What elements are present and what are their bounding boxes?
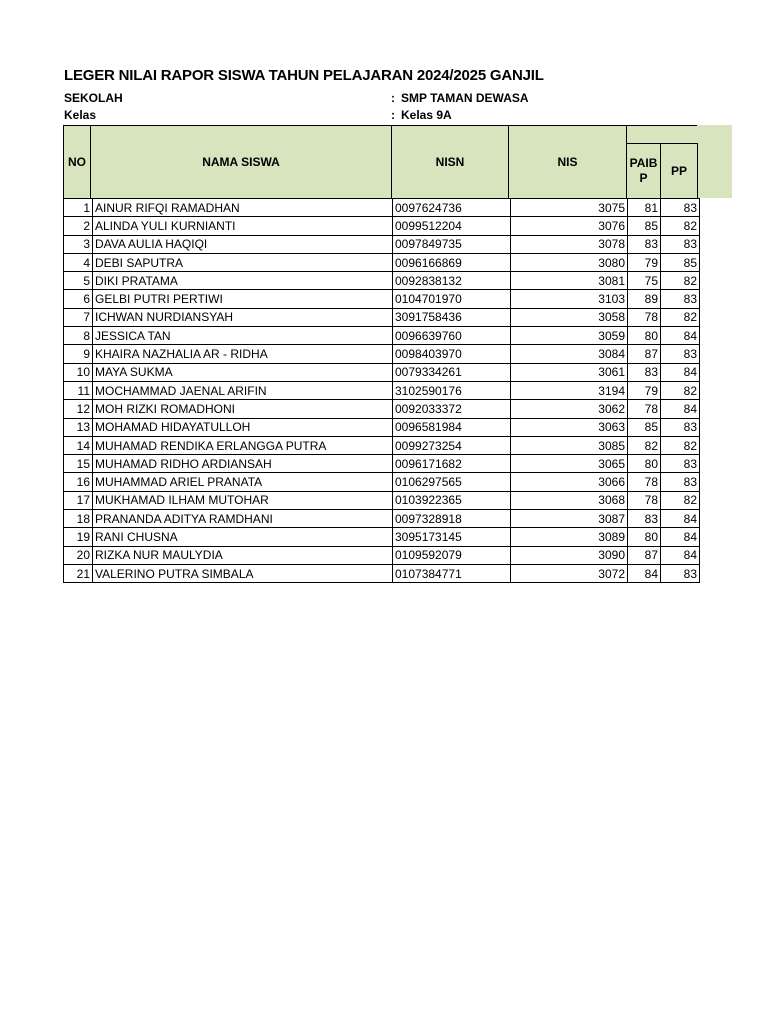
- cell-name: ICHWAN NURDIANSYAH: [93, 308, 393, 326]
- cell-paibp-grade: 79: [628, 381, 661, 399]
- cell-nisn: 0096581984: [393, 418, 511, 436]
- cell-no: 9: [64, 345, 93, 363]
- table-row: [64, 272, 700, 290]
- cell-nis: 3078: [511, 235, 628, 253]
- table-row: [64, 400, 700, 418]
- cell-pp-grade: 82: [661, 272, 700, 290]
- cell-name: AINUR RIFQI RAMADHAN: [93, 199, 393, 217]
- cell-nis: 3066: [511, 473, 628, 491]
- cell-pp-grade: 84: [661, 327, 700, 345]
- cell-nisn: 3102590176: [393, 381, 511, 399]
- cell-nisn: 0099273254: [393, 436, 511, 454]
- table-row: [64, 235, 700, 253]
- cell-nisn: 3091758436: [393, 308, 511, 326]
- cell-no: 13: [64, 418, 93, 436]
- cell-pp-grade: 84: [661, 546, 700, 564]
- cell-pp-grade: 83: [661, 564, 700, 582]
- cell-nisn: 0079334261: [393, 363, 511, 381]
- cell-nisn: 0109592079: [393, 546, 511, 564]
- table-row: [64, 491, 700, 509]
- header-paibp: [626, 143, 661, 199]
- cell-paibp-grade: 78: [628, 491, 661, 509]
- cell-paibp-grade: 78: [628, 473, 661, 491]
- table-row: [64, 418, 700, 436]
- cell-nisn: 0099512204: [393, 217, 511, 235]
- table-row: [64, 528, 700, 546]
- cell-nis: 3103: [511, 290, 628, 308]
- school-label: SEKOLAH: [64, 91, 123, 105]
- cell-nisn: 0096171682: [393, 455, 511, 473]
- cell-nis: 3058: [511, 308, 628, 326]
- cell-name: DIKI PRATAMA: [93, 272, 393, 290]
- cell-name: KHAIRA NAZHALIA AR - RIDHA: [93, 345, 393, 363]
- cell-no: 21: [64, 564, 93, 582]
- header-nisn: [391, 125, 509, 199]
- cell-nisn: 3095173145: [393, 528, 511, 546]
- cell-nisn: 0097624736: [393, 199, 511, 217]
- header-name-label: NAMA SISWA: [202, 154, 280, 169]
- cell-pp-grade: 84: [661, 510, 700, 528]
- cell-paibp-grade: 79: [628, 253, 661, 271]
- cell-pp-grade: 83: [661, 345, 700, 363]
- cell-nis: 3063: [511, 418, 628, 436]
- cell-name: MUHAMAD RENDIKA ERLANGGA PUTRA: [93, 436, 393, 454]
- cell-paibp-grade: 82: [628, 436, 661, 454]
- cell-paibp-grade: 87: [628, 345, 661, 363]
- cell-pp-grade: 83: [661, 235, 700, 253]
- cell-paibp-grade: 75: [628, 272, 661, 290]
- grades-table-body: [64, 199, 700, 583]
- school-value: [391, 91, 529, 105]
- header-no: [63, 125, 91, 199]
- table-row: [64, 363, 700, 381]
- cell-paibp-grade: 87: [628, 546, 661, 564]
- cell-nis: 3068: [511, 491, 628, 509]
- cell-name: MUHAMAD RIDHO ARDIANSAH: [93, 455, 393, 473]
- cell-name: RIZKA NUR MAULYDIA: [93, 546, 393, 564]
- header-paibp-line2: P: [639, 171, 648, 185]
- table-row: [64, 345, 700, 363]
- cell-pp-grade: 83: [661, 199, 700, 217]
- cell-name: MAYA SUKMA: [93, 363, 393, 381]
- cell-name: MUKHAMAD ILHAM MUTOHAR: [93, 491, 393, 509]
- table-row: [64, 381, 700, 399]
- cell-pp-grade: 83: [661, 455, 700, 473]
- cell-nisn: 0106297565: [393, 473, 511, 491]
- class-separator: :: [391, 108, 395, 122]
- cell-no: 11: [64, 381, 93, 399]
- cell-paibp-grade: 80: [628, 327, 661, 345]
- cell-pp-grade: 85: [661, 253, 700, 271]
- header-pp-label: PP: [670, 163, 687, 178]
- cell-pp-grade: 82: [661, 491, 700, 509]
- table-row: [64, 290, 700, 308]
- class-value: [391, 108, 452, 122]
- table-row: [64, 327, 700, 345]
- cell-name: PRANANDA ADITYA RAMDHANI: [93, 510, 393, 528]
- table-row: [64, 436, 700, 454]
- cell-name: MOH RIZKI ROMADHONI: [93, 400, 393, 418]
- table-row: [64, 564, 700, 582]
- header-pp: [660, 143, 698, 199]
- cell-nisn: 0096166869: [393, 253, 511, 271]
- cell-paibp-grade: 81: [628, 199, 661, 217]
- table-row: [64, 546, 700, 564]
- document-title: LEGER NILAI RAPOR SISWA TAHUN PELAJARAN 2024/2025 GANJIL: [64, 67, 544, 84]
- cell-pp-grade: 84: [661, 400, 700, 418]
- cell-no: 16: [64, 473, 93, 491]
- cell-no: 12: [64, 400, 93, 418]
- cell-name: DEBI SAPUTRA: [93, 253, 393, 271]
- cell-nis: 3080: [511, 253, 628, 271]
- header-nis: [508, 125, 627, 199]
- cell-paibp-grade: 85: [628, 217, 661, 235]
- table-row: [64, 473, 700, 491]
- cell-no: 2: [64, 217, 93, 235]
- cell-no: 15: [64, 455, 93, 473]
- header-paibp-line1: PAIB: [629, 156, 658, 170]
- cell-pp-grade: 82: [661, 436, 700, 454]
- cell-no: 20: [64, 546, 93, 564]
- cell-no: 3: [64, 235, 93, 253]
- header-nisn-label: NISN: [435, 154, 465, 169]
- cell-name: ALINDA YULI KURNIANTI: [93, 217, 393, 235]
- cell-name: DAVA AULIA HAQIQI: [93, 235, 393, 253]
- header-name: [90, 125, 392, 199]
- cell-nis: 3090: [511, 546, 628, 564]
- cell-pp-grade: 82: [661, 308, 700, 326]
- table-row: [64, 510, 700, 528]
- cell-pp-grade: 82: [661, 381, 700, 399]
- cell-nisn: 0092838132: [393, 272, 511, 290]
- cell-nis: 3194: [511, 381, 628, 399]
- cell-name: VALERINO PUTRA SIMBALA: [93, 564, 393, 582]
- cell-pp-grade: 84: [661, 528, 700, 546]
- cell-nisn: 0104701970: [393, 290, 511, 308]
- cell-no: 4: [64, 253, 93, 271]
- cell-no: 10: [64, 363, 93, 381]
- table-row: [64, 308, 700, 326]
- cell-no: 5: [64, 272, 93, 290]
- cell-nisn: 0092033372: [393, 400, 511, 418]
- cell-nisn: 0097328918: [393, 510, 511, 528]
- cell-name: MUHAMMAD ARIEL PRANATA: [93, 473, 393, 491]
- cell-name: RANI CHUSNA: [93, 528, 393, 546]
- cell-paibp-grade: 80: [628, 528, 661, 546]
- cell-nisn: 0103922365: [393, 491, 511, 509]
- cell-nis: 3087: [511, 510, 628, 528]
- cell-nisn: 0098403970: [393, 345, 511, 363]
- table-row: [64, 199, 700, 217]
- cell-nis: 3081: [511, 272, 628, 290]
- cell-nis: 3072: [511, 564, 628, 582]
- cell-no: 8: [64, 327, 93, 345]
- cell-nis: 3089: [511, 528, 628, 546]
- cell-paibp-grade: 84: [628, 564, 661, 582]
- cell-paibp-grade: 80: [628, 455, 661, 473]
- table-row: [64, 253, 700, 271]
- cell-nis: 3084: [511, 345, 628, 363]
- cell-no: 6: [64, 290, 93, 308]
- cell-nisn: 0096639760: [393, 327, 511, 345]
- cell-paibp-grade: 78: [628, 308, 661, 326]
- cell-nis: 3075: [511, 199, 628, 217]
- grades-table: [63, 198, 700, 583]
- cell-name: GELBI PUTRI PERTIWI: [93, 290, 393, 308]
- cell-nisn: 0107384771: [393, 564, 511, 582]
- cell-pp-grade: 83: [661, 473, 700, 491]
- cell-name: JESSICA TAN: [93, 327, 393, 345]
- cell-nis: 3062: [511, 400, 628, 418]
- header-top-rule: [626, 125, 697, 126]
- cell-nisn: 0097849735: [393, 235, 511, 253]
- cell-pp-grade: 83: [661, 290, 700, 308]
- cell-nis: 3059: [511, 327, 628, 345]
- cell-no: 18: [64, 510, 93, 528]
- cell-pp-grade: 82: [661, 217, 700, 235]
- cell-nis: 3061: [511, 363, 628, 381]
- cell-paibp-grade: 83: [628, 510, 661, 528]
- cell-no: 1: [64, 199, 93, 217]
- cell-pp-grade: 83: [661, 418, 700, 436]
- cell-pp-grade: 84: [661, 363, 700, 381]
- cell-nis: 3085: [511, 436, 628, 454]
- school-name: SMP TAMAN DEWASA: [401, 91, 529, 105]
- cell-paibp-grade: 83: [628, 235, 661, 253]
- class-name: Kelas 9A: [401, 108, 452, 122]
- cell-paibp-grade: 89: [628, 290, 661, 308]
- class-label: Kelas: [64, 108, 97, 122]
- cell-paibp-grade: 78: [628, 400, 661, 418]
- cell-no: 14: [64, 436, 93, 454]
- table-row: [64, 455, 700, 473]
- cell-no: 17: [64, 491, 93, 509]
- cell-name: MOCHAMMAD JAENAL ARIFIN: [93, 381, 393, 399]
- cell-name: MOHAMAD HIDAYATULLOH: [93, 418, 393, 436]
- header-nis-label: NIS: [557, 154, 578, 169]
- cell-no: 19: [64, 528, 93, 546]
- cell-paibp-grade: 83: [628, 363, 661, 381]
- school-separator: :: [391, 91, 395, 105]
- header-no-label: NO: [68, 154, 86, 169]
- cell-nis: 3065: [511, 455, 628, 473]
- cell-no: 7: [64, 308, 93, 326]
- table-row: [64, 217, 700, 235]
- cell-paibp-grade: 85: [628, 418, 661, 436]
- cell-nis: 3076: [511, 217, 628, 235]
